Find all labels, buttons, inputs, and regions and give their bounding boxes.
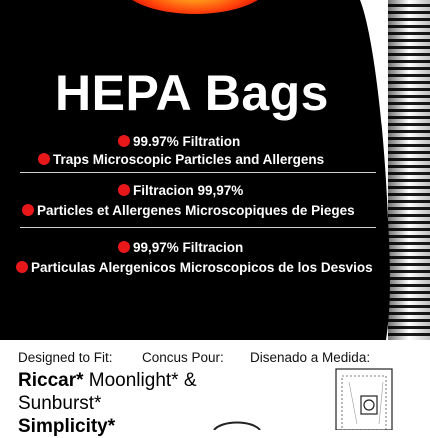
brand-line-2: Sunburst* bbox=[18, 393, 102, 414]
vacuum-bag-icon bbox=[335, 368, 397, 430]
divider bbox=[20, 227, 376, 228]
feature-1-line-2: Traps Microscopic Particles and Allergens bbox=[38, 151, 324, 169]
red-dot-icon bbox=[22, 204, 34, 216]
feature-3-line-2: Particulas Alergenicos Microscopicos de los Desvios bbox=[16, 259, 373, 277]
brand-line-3: Simplicity* bbox=[18, 416, 116, 437]
feature-2-line-2: Particles et Allergenes Microscopiques de Pieges bbox=[22, 202, 355, 220]
bag-outline-icon bbox=[212, 418, 262, 430]
product-title: HEPA Bags bbox=[54, 65, 329, 121]
red-dot-icon bbox=[118, 135, 130, 147]
fit-label-english: Designed to Fit: bbox=[18, 350, 113, 365]
red-dot-icon bbox=[38, 153, 50, 165]
fit-label-spanish: Disenado a Medida: bbox=[250, 350, 371, 365]
red-dot-icon bbox=[118, 184, 130, 196]
fit-label-french: Concus Pour: bbox=[142, 350, 224, 365]
divider bbox=[20, 172, 376, 173]
feature-2-line-1: Filtracion 99,97% bbox=[118, 182, 243, 200]
red-dot-icon bbox=[118, 241, 130, 253]
red-dot-icon bbox=[16, 261, 28, 273]
feature-1-line-1: 99.97% Filtration bbox=[118, 133, 240, 151]
brand-line-1: Riccar* Moonlight* & bbox=[18, 370, 197, 391]
feature-3-line-1: 99,97% Filtracion bbox=[118, 239, 243, 257]
